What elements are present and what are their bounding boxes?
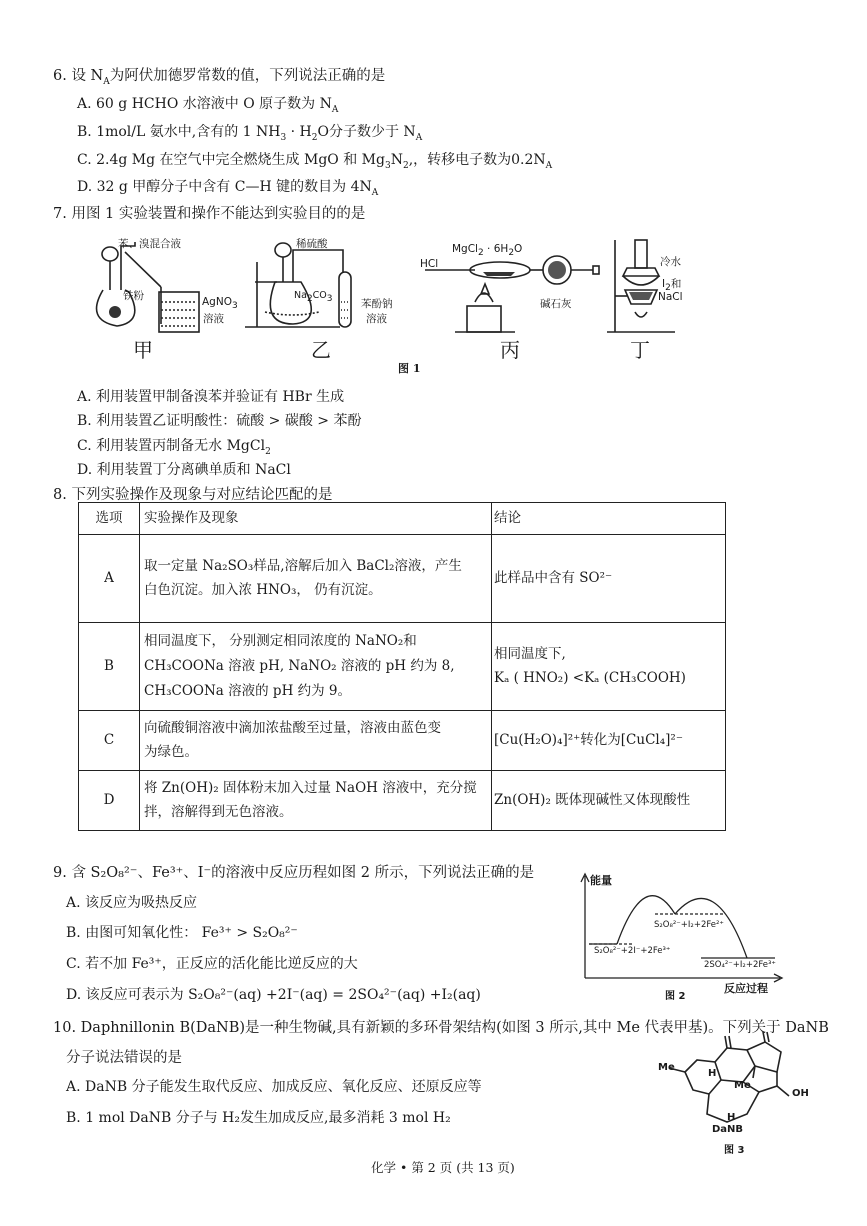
fig2-level-products: 2SO₄²⁻+I₂+2Fe³⁺ [704, 960, 776, 970]
q8-table [78, 502, 726, 831]
q7-option-b: B. 利用装置乙证明酸性：硫酸 > 碳酸 > 苯酚 [77, 413, 362, 429]
table-row [79, 534, 726, 622]
fig1-yi-na2co3-label: $Na_2CO_3$ [294, 290, 333, 304]
table-header-conclusion: 结论 [492, 503, 726, 535]
q10-option-a: A. DaNB 分子能发生取代反应、加成反应、氧化反应、还原反应等 [66, 1079, 482, 1095]
table-cell-option: A [79, 534, 140, 622]
table-cell-operation: 取一定量 Na₂SO₃样品,溶解后加入 BaCl₂溶液，产生 白色沉淀。加入浓 HNO₃， 仍有沉淀。 [140, 534, 492, 622]
page-footer: 化学 • 第 2 页 (共 13 页) [371, 1160, 515, 1175]
fig1-bing-hcl-label: HCl [420, 258, 439, 270]
table-row [79, 710, 726, 770]
q10-stem-line1: 10. Daphnillonin B(DaNB)是一种生物碱,具有新颖的多环骨架结构(如图 3 所示,其中 Me 代表甲基)。下列关于 DaNB [53, 1020, 829, 1036]
fig2-level-intermediate: S₂O₈²⁻+I₂+2Fe²⁺ [654, 920, 724, 930]
fig3-me-center: Me [734, 1080, 751, 1091]
table-cell-option: C [79, 710, 140, 770]
fig1-jia-caption: 甲 [133, 338, 153, 362]
figure-3-caption: 图 3 [724, 1145, 745, 1156]
q6-option-d: D. 32 g 甲醇分子中含有 C—H 键的数目为 $4N_A$ [77, 179, 379, 198]
fig1-yi-solution-label: 溶液 [366, 313, 387, 325]
fig2-ylabel: 能量 [590, 874, 612, 887]
table-row [79, 770, 726, 830]
table-cell-conclusion: Zn(OH)₂ 既体现碱性又体现酸性 [492, 770, 726, 830]
table-cell-option: D [79, 770, 140, 830]
fig2-level-reactants: S₂O₈²⁻+2I⁻+2Fe³⁺ [594, 946, 671, 956]
table-cell-conclusion: 此样品中含有 SO²⁻ [492, 534, 726, 622]
fig2-xlabel: 反应过程 [724, 982, 768, 995]
fig3-h-upper: H [708, 1068, 717, 1079]
fig1-bing-mgcl2-label: MgCl$_2$ · $6H_2O$ [452, 243, 523, 259]
fig1-ding-i2-label: $I_2$和 [662, 278, 682, 294]
q10-stem-line2: 分子说法错误的是 [66, 1050, 182, 1066]
q7-stem: 7. 用图 1 实验装置和操作不能达到实验目的的是 [53, 206, 366, 222]
q10-option-b: B. 1 mol DaNB 分子与 H₂发生加成反应,最多消耗 3 mol H₂ [66, 1110, 451, 1126]
fig3-name: DaNB [712, 1124, 744, 1135]
q9-option-a: A. 该反应为吸热反应 [66, 895, 198, 911]
fig1-ding-water-label: 冷水 [660, 256, 681, 268]
fig1-yi-top-label: 稀硫酸 [296, 238, 328, 250]
table-cell-operation: 相同温度下， 分别测定相同浓度的 NaNO₂和 CH₃COONa 溶液 pH, NaNO₂ 溶液的 pH 约为 8, CH₃COONa 溶液的 pH 约为 9。 [140, 622, 492, 710]
fig1-yi-caption: 乙 [311, 338, 331, 362]
q9-option-b: B. 由图可知氧化性： Fe³⁺ > S₂O₈²⁻ [66, 925, 298, 941]
figure-2-caption: 图 2 [665, 991, 686, 1002]
fig3-h-lower: H [727, 1112, 736, 1123]
q6-option-c: C. 2.4g Mg 在空气中完全燃烧生成 MgO 和 $Mg_3N_2$,，转移电子数为$0.2N_A$ [77, 152, 553, 171]
q8-stem: 8. 下列实验操作及现象与对应结论匹配的是 [53, 487, 333, 503]
q6-option-b: B. 1mol/L 氨水中,含有的 1 $NH_3 \cdot H_2O$分子数少于 $N_A$ [77, 124, 423, 143]
q7-option-c: C. 利用装置丙制备无水 MgCl$_2$ [77, 438, 271, 457]
q7-option-a: A. 利用装置甲制备溴苯并验证有 HBr 生成 [77, 389, 345, 405]
table-cell-conclusion: [Cu(H₂O)₄]²⁺转化为[CuCl₄]²⁻ [492, 710, 726, 770]
q7-option-d: D. 利用装置丁分离碘单质和 NaCl [77, 462, 291, 478]
fig3-me-left: Me [658, 1062, 675, 1073]
table-cell-option: B [79, 622, 140, 710]
table-cell-operation: 向硫酸铜溶液中滴加浓盐酸至过量，溶液由蓝色变 为绿色。 [140, 710, 492, 770]
fig1-yi-phenolate-label: 苯酚钠 [361, 298, 393, 310]
q9-option-c: C. 若不加 Fe³⁺，正反应的活化能比逆反应的大 [66, 956, 358, 972]
fig1-ding-nacl-label: NaCl [658, 291, 683, 303]
figure-1-apparatus [95, 232, 695, 382]
fig1-ding-caption: 丁 [630, 338, 650, 362]
fig1-bing-soda-lime-label: 碱石灰 [540, 298, 572, 310]
fig1-bing-caption: 丙 [500, 338, 520, 362]
q9-stem: 9. 含 S₂O₈²⁻、Fe³⁺、I⁻的溶液中反应历程如图 2 所示，下列说法正确的是 [53, 865, 535, 881]
table-header-operation: 实验操作及现象 [140, 503, 492, 535]
q6-stem: 6. 设 $N_A$为阿伏加德罗常数的值，下列说法正确的是 [53, 68, 386, 87]
table-cell-operation: 将 Zn(OH)₂ 固体粉末加入过量 NaOH 溶液中，充分搅 拌，溶解得到无色溶液。 [140, 770, 492, 830]
table-cell-conclusion: 相同温度下, Kₐ ( HNO₂) <Kₐ (CH₃COOH) [492, 622, 726, 710]
fig1-jia-agno3-label: AgNO$_3$ [202, 296, 238, 312]
figure-1-caption: 图 1 [398, 362, 421, 375]
q6-option-a: A. 60 g HCHO 水溶液中 O 原子数为 $N_A$ [77, 96, 339, 115]
fig3-oh: OH [792, 1088, 809, 1099]
table-row [79, 622, 726, 710]
fig1-jia-top-label: 苯、溴混合液 [118, 238, 181, 250]
fig1-jia-solution-label: 溶液 [203, 313, 224, 325]
fig1-jia-iron-label: 铁粉 [123, 290, 144, 302]
q9-option-d: D. 该反应可表示为 S₂O₈²⁻(aq) +2I⁻(aq) = 2SO₄²⁻(aq) +I₂(aq) [66, 987, 481, 1003]
table-header-option: 选项 [79, 503, 140, 535]
